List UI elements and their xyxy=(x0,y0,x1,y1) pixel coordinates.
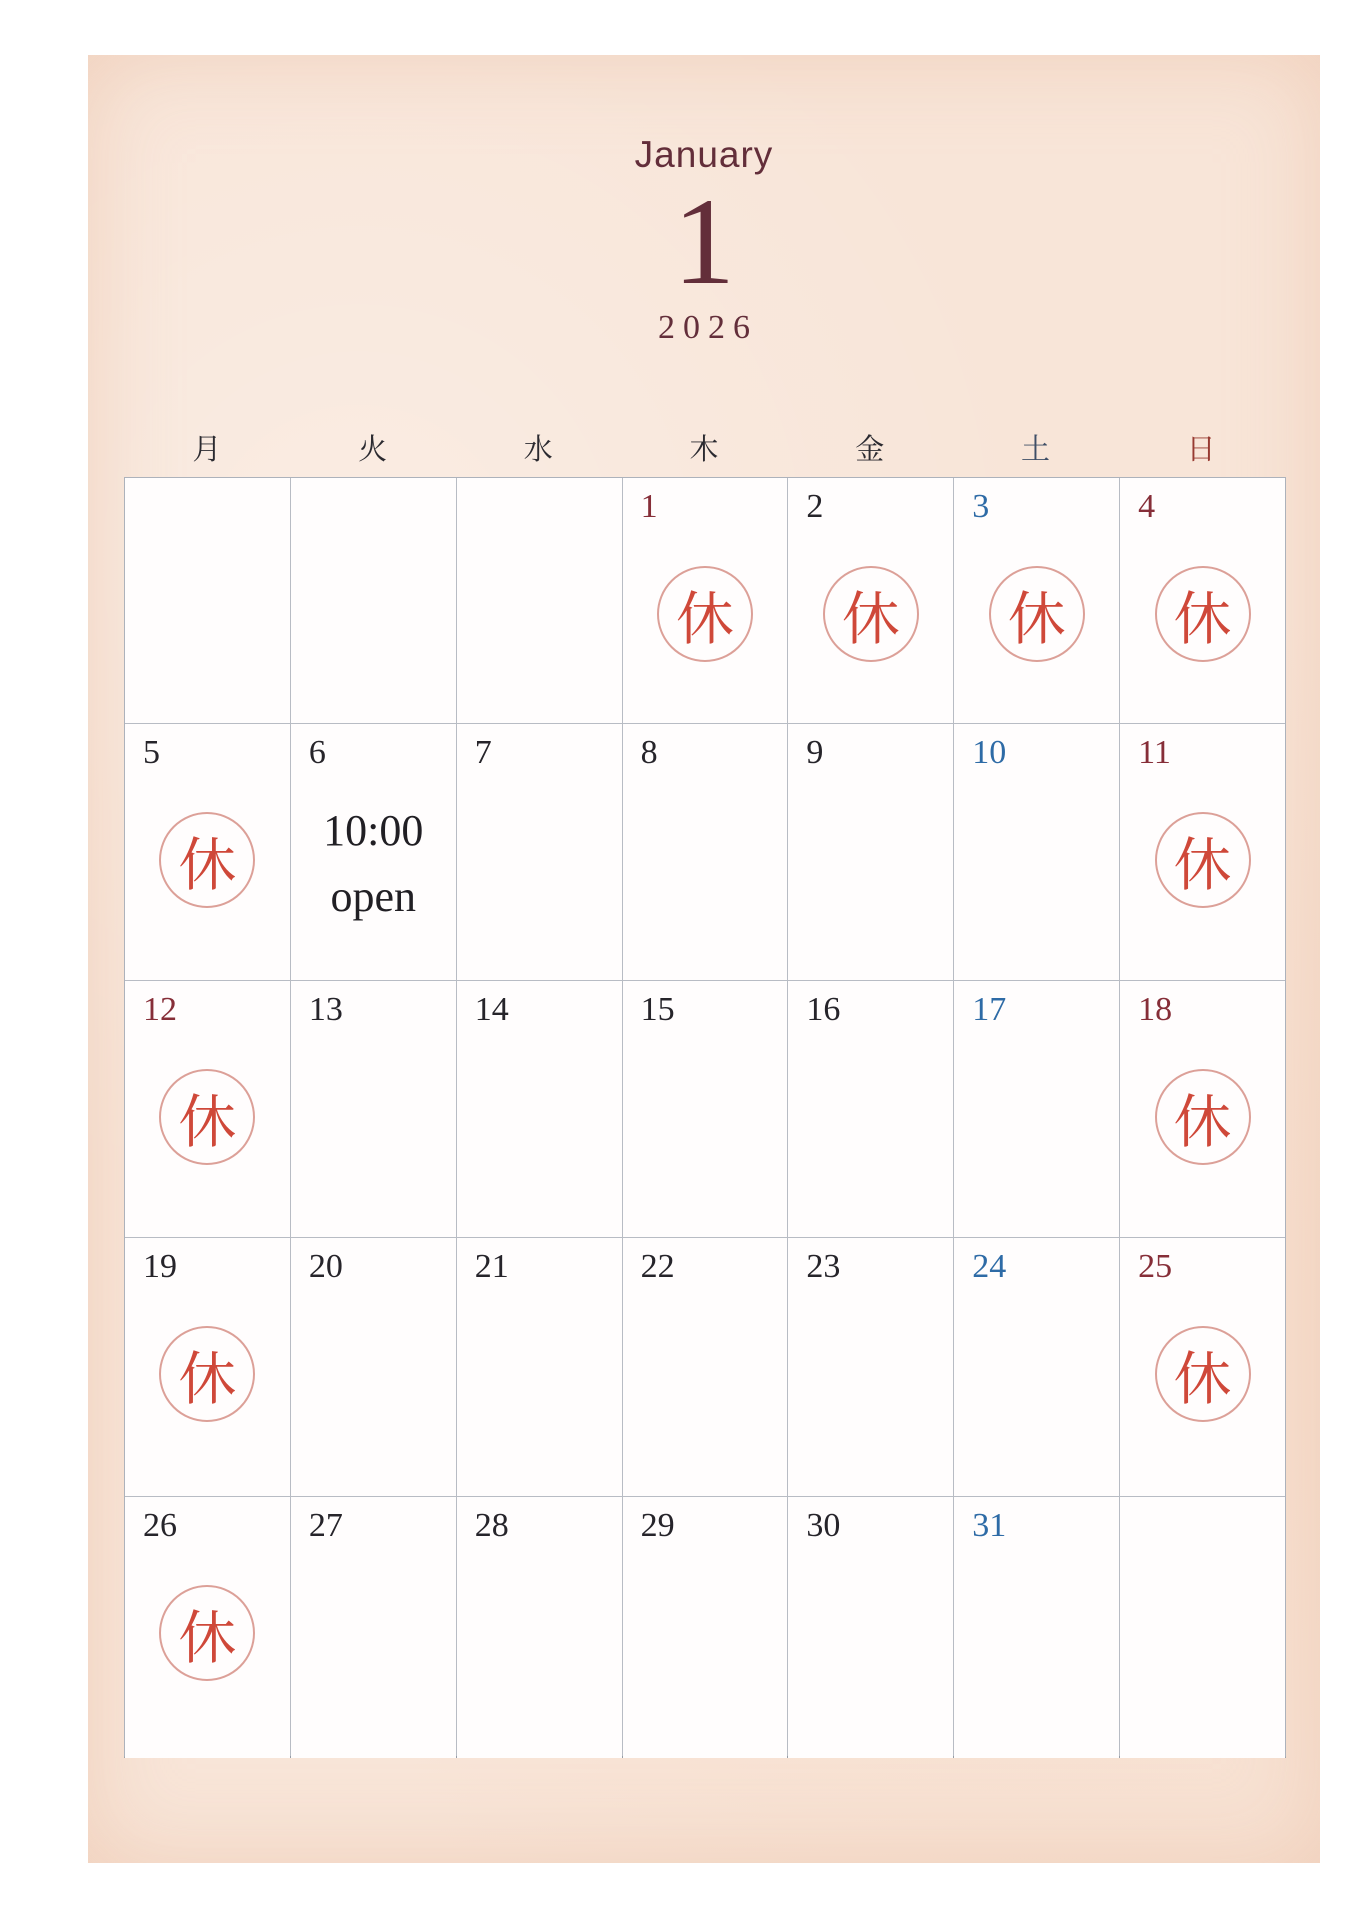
day-number: 30 xyxy=(806,1507,841,1544)
day-cell-29 xyxy=(623,1497,788,1758)
closed-stamp: 休 xyxy=(657,566,753,662)
day-number: 15 xyxy=(640,991,675,1028)
empty-cell xyxy=(291,478,456,723)
day-number: 24 xyxy=(972,1248,1007,1285)
day-number: 22 xyxy=(640,1248,675,1285)
day-cell-12 xyxy=(125,981,290,1237)
day-cell-9 xyxy=(788,724,953,980)
day-cell-27 xyxy=(291,1497,456,1758)
empty-cell xyxy=(1120,1497,1285,1758)
closed-stamp: 休 xyxy=(159,1585,255,1681)
day-number: 16 xyxy=(806,991,841,1028)
closed-stamp: 休 xyxy=(159,1326,255,1422)
day-cell-18 xyxy=(1120,981,1285,1237)
day-number: 25 xyxy=(1138,1248,1173,1285)
day-cell-20 xyxy=(291,1238,456,1496)
day-cell-13 xyxy=(291,981,456,1237)
weekday-label-土: 土 xyxy=(1020,434,1050,466)
day-number: 12 xyxy=(143,991,177,1028)
day-cell-31 xyxy=(954,1497,1119,1758)
day-cell-14 xyxy=(457,981,622,1237)
day-cell-16 xyxy=(788,981,953,1237)
day-number: 11 xyxy=(1138,734,1171,771)
weekday-label-水: 水 xyxy=(523,434,553,466)
weekday-row xyxy=(124,427,1284,475)
day-cell-21 xyxy=(457,1238,622,1496)
day-number: 17 xyxy=(972,991,1007,1028)
day-cell-2 xyxy=(788,478,953,723)
open-time-note xyxy=(291,798,456,930)
closed-stamp: 休 xyxy=(1155,812,1251,908)
day-number: 19 xyxy=(143,1248,177,1285)
day-cell-8 xyxy=(623,724,788,980)
month-name: January xyxy=(634,134,774,175)
day-number: 20 xyxy=(308,1248,343,1285)
day-cell-22 xyxy=(623,1238,788,1496)
day-cell-17 xyxy=(954,981,1119,1237)
empty-cell xyxy=(457,478,622,723)
closed-stamp: 休 xyxy=(159,812,255,908)
day-number: 2 xyxy=(806,488,824,525)
closed-stamp: 休 xyxy=(1155,1069,1251,1165)
day-cell-19 xyxy=(125,1238,290,1496)
day-number: 28 xyxy=(474,1507,509,1544)
day-number: 23 xyxy=(806,1248,841,1285)
weekday-label-日: 日 xyxy=(1186,434,1216,466)
weekday-label-火: 火 xyxy=(358,434,388,466)
day-number: 27 xyxy=(308,1507,343,1544)
day-number: 21 xyxy=(474,1248,509,1285)
year: 2026 xyxy=(658,309,758,347)
weekday-label-月: 月 xyxy=(192,434,222,466)
day-number: 7 xyxy=(474,734,492,771)
day-cell-1 xyxy=(623,478,788,723)
closed-stamp: 休 xyxy=(823,566,919,662)
day-number: 3 xyxy=(972,488,990,525)
day-cell-6 xyxy=(291,724,456,980)
day-cell-25 xyxy=(1120,1238,1285,1496)
day-cell-10 xyxy=(954,724,1119,980)
day-number: 1 xyxy=(640,488,658,525)
calendar-paper xyxy=(88,55,1320,1863)
day-cell-30 xyxy=(788,1497,953,1758)
day-cell-5 xyxy=(125,724,290,980)
day-cell-7 xyxy=(457,724,622,980)
weekday-label-金: 金 xyxy=(855,434,885,466)
day-cell-11 xyxy=(1120,724,1285,980)
day-cell-24 xyxy=(954,1238,1119,1496)
weekday-label-木: 木 xyxy=(689,434,719,466)
calendar-header xyxy=(124,133,1284,347)
empty-cell xyxy=(125,478,290,723)
day-cell-15 xyxy=(623,981,788,1237)
day-number: 10 xyxy=(972,734,1007,771)
day-number: 8 xyxy=(640,734,658,771)
day-cell-4 xyxy=(1120,478,1285,723)
day-number: 9 xyxy=(806,734,824,771)
month-number: 1 xyxy=(673,173,735,311)
day-cell-26 xyxy=(125,1497,290,1758)
day-number: 18 xyxy=(1138,991,1173,1028)
day-number: 13 xyxy=(308,991,343,1028)
closed-stamp: 休 xyxy=(1155,1326,1251,1422)
closed-stamp: 休 xyxy=(1155,566,1251,662)
calendar-grid xyxy=(124,477,1286,1758)
day-number: 29 xyxy=(640,1507,675,1544)
closed-stamp: 休 xyxy=(989,566,1085,662)
day-number: 26 xyxy=(143,1507,177,1544)
open-time-note-line: 10:00 xyxy=(323,806,424,855)
day-cell-23 xyxy=(788,1238,953,1496)
day-number: 31 xyxy=(972,1507,1007,1544)
day-cell-3 xyxy=(954,478,1119,723)
day-number: 14 xyxy=(474,991,509,1028)
day-number: 5 xyxy=(143,734,160,771)
day-number: 4 xyxy=(1138,488,1156,525)
day-cell-28 xyxy=(457,1497,622,1758)
open-time-note-line: open xyxy=(330,872,417,921)
day-number: 6 xyxy=(308,734,326,771)
closed-stamp: 休 xyxy=(159,1069,255,1165)
